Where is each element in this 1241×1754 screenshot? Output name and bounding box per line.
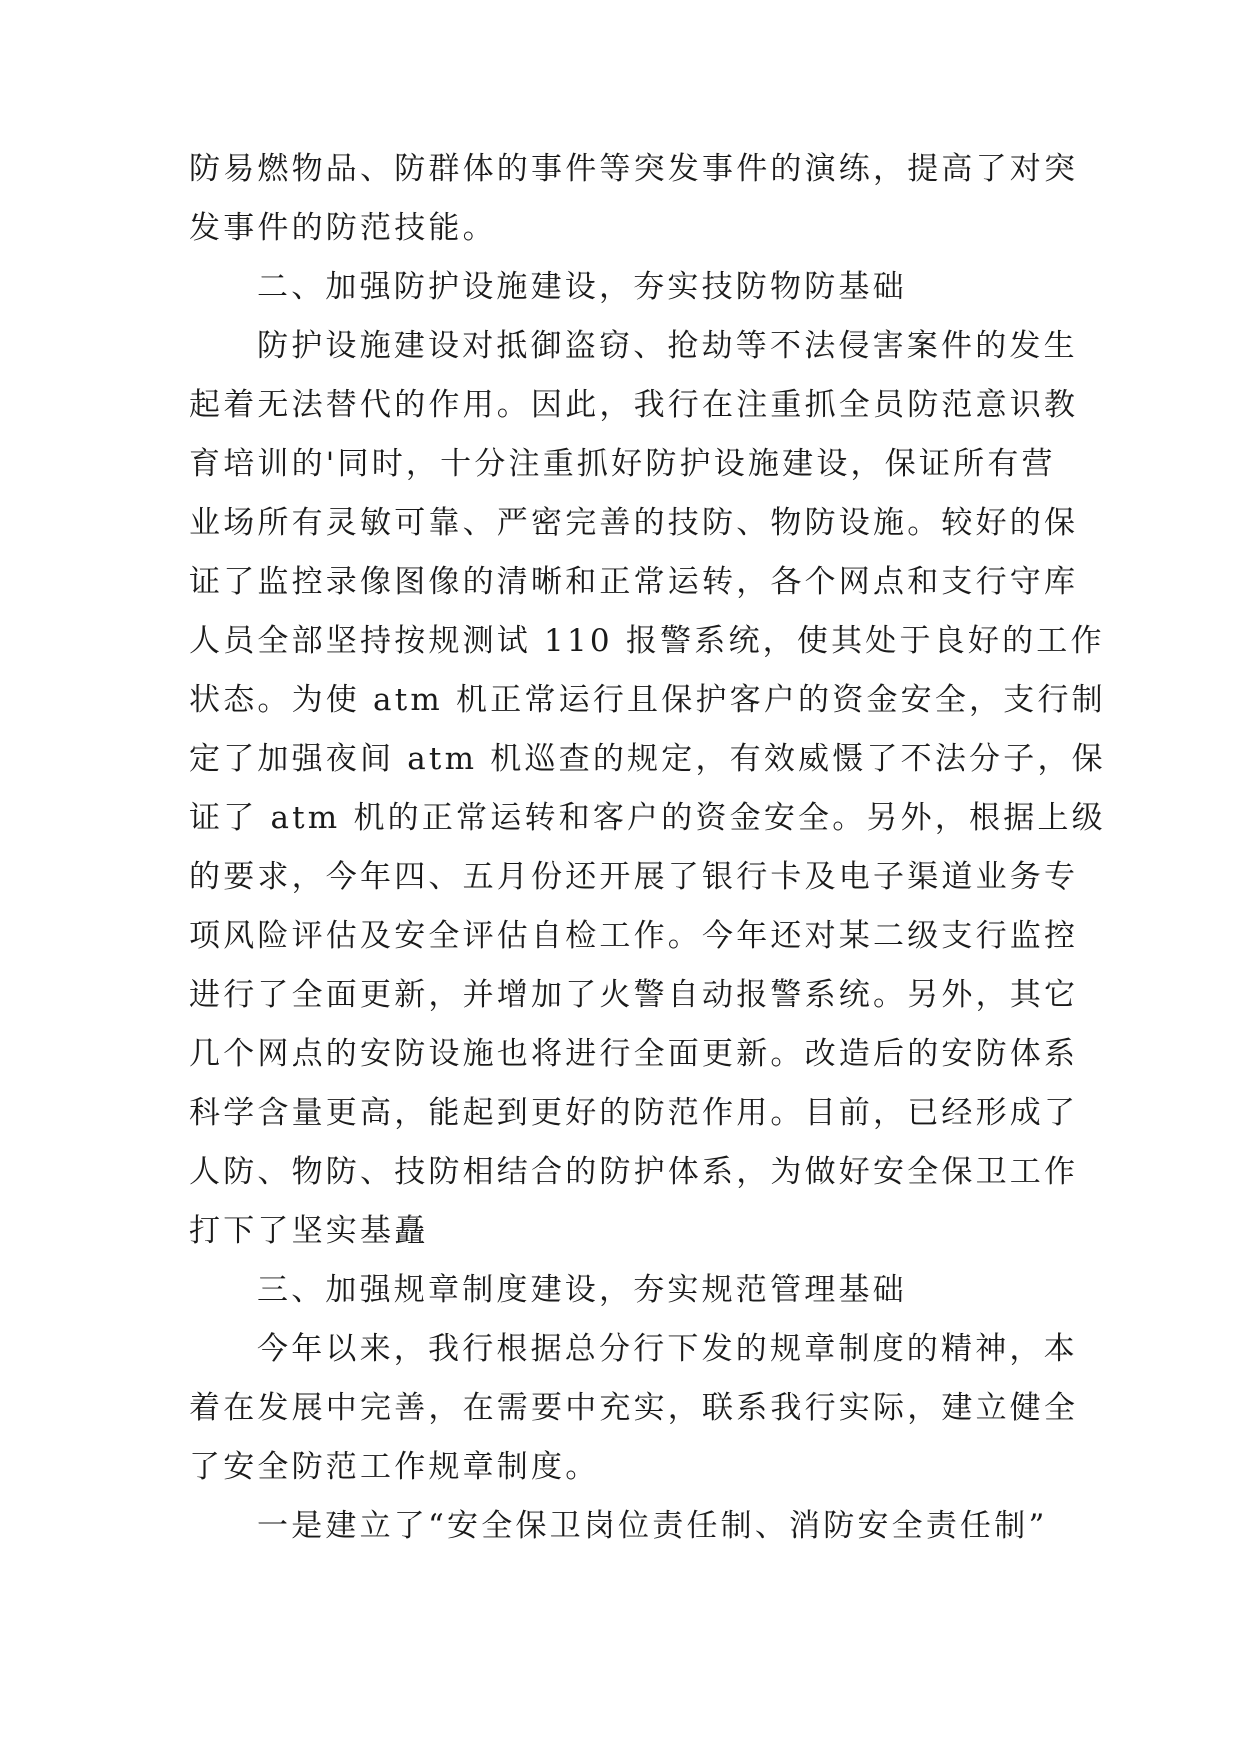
text-line: 状态。为使 atm 机正常运行且保护客户的资金安全，支行制 <box>189 682 1106 718</box>
text-line: 一是建立了“安全保卫岗位责任制、消防安全责任制” <box>257 1508 1048 1544</box>
text-line: 发事件的防范技能。 <box>189 210 497 246</box>
section-heading: 三、加强规章制度建设，夯实规范管理基础 <box>257 1272 907 1308</box>
text-line: 着在发展中完善，在需要中充实，联系我行实际，建立健全 <box>189 1390 1079 1426</box>
text-line: 人防、物防、技防相结合的防护体系，为做好安全保卫工作 <box>189 1154 1079 1190</box>
text-line: 几个网点的安防设施也将进行全面更新。改造后的安防体系 <box>189 1036 1079 1072</box>
text-line: 打下了坚实基矗 <box>189 1213 429 1249</box>
text-line: 科学含量更高，能起到更好的防范作用。目前，已经形成了 <box>189 1095 1079 1131</box>
text-line: 今年以来，我行根据总分行下发的规章制度的精神，本 <box>257 1331 1078 1367</box>
body-text <box>189 140 1106 1556</box>
text-line: 了安全防范工作规章制度。 <box>189 1449 600 1485</box>
text-line: 防护设施建设对抵御盗窃、抢劫等不法侵害案件的发生 <box>257 328 1078 364</box>
text-line: 起着无法替代的作用。因此，我行在注重抓全员防范意识教 <box>189 387 1079 423</box>
text-line: 进行了全面更新，并增加了火警自动报警系统。另外，其它 <box>189 977 1079 1013</box>
text-line: 项风险评估及安全评估自检工作。今年还对某二级支行监控 <box>189 918 1079 954</box>
text-line: 人员全部坚持按规测试 110 报警系统，使其处于良好的工作 <box>189 623 1105 659</box>
text-line: 定了加强夜间 atm 机巡查的规定，有效威慑了不法分子，保 <box>189 741 1106 777</box>
text-line: 业场所有灵敏可靠、严密完善的技防、物防设施。较好的保 <box>189 505 1079 541</box>
text-line: 的要求，今年四、五月份还开展了银行卡及电子渠道业务专 <box>189 859 1079 895</box>
text-line: 育培训的'同时，十分注重抓好防护设施建设，保证所有营 <box>189 446 1056 482</box>
text-line: 证了监控录像图像的清晰和正常运转，各个网点和支行守库 <box>189 564 1079 600</box>
text-line: 证了 atm 机的正常运转和客户的资金安全。另外，根据上级 <box>189 800 1106 836</box>
section-heading: 二、加强防护设施建设，夯实技防物防基础 <box>257 269 907 305</box>
text-line: 防易燃物品、防群体的事件等突发事件的演练，提高了对突 <box>189 151 1079 187</box>
